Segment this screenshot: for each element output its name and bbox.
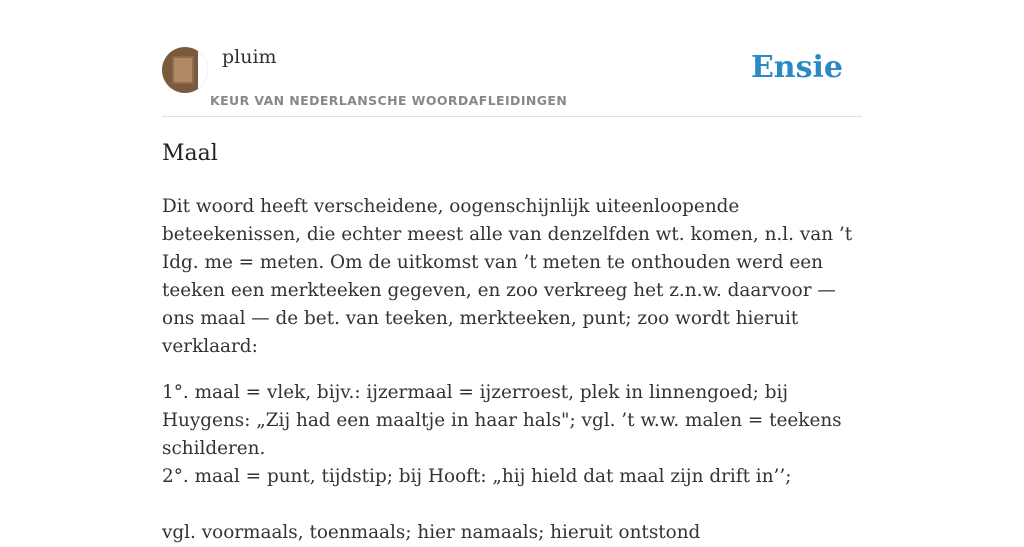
blank-line [162,491,862,519]
entry-header [162,0,862,117]
source-title[interactable]: KEUR VAN NEDERLANSCHE WOORDAFLEIDINGEN [210,93,568,108]
page [162,0,862,543]
entry-content [162,193,862,547]
entry-title: Maal [162,141,218,166]
definition-item-3: vgl. voormaals, toenmaals; hier namaals; hieruit ontstond [162,522,701,543]
book-avatar-icon[interactable] [162,47,208,93]
avatar-crop [198,47,208,93]
definition-paragraph: Dit woord heeft verscheidene, oogenschijnlijk uiteenloopende beteekenissen, die echter meest alle van denzelfden wt. komen, n.l. van ’t Idg. me = meten. Om de uitkomst van ’t meten te onthouden werd een teeken een merkteeken gegeven, en zoo verkreeg het z.n.w. daarvoor — ons maal — de bet. van teeken, merkteeken, punt; zoo wordt hieruit verklaard: [162,196,853,357]
definition-item-2: 2°. maal = punt, tijdstip; bij Hooft: „hij hield dat maal zijn drift in’’; [162,466,792,487]
author-name[interactable]: pluim [222,46,277,68]
brand-logo[interactable]: Ensie [750,50,843,85]
book-cover-shape [172,56,194,84]
definition-item-1: 1°. maal = vlek, bijv.: ijzermaal = ijzerroest, plek in linnengoed; bij Huygens: „Zij had een maaltje in haar hals"; vgl. ’t w.w. malen = teekens schilderen. [162,382,842,459]
